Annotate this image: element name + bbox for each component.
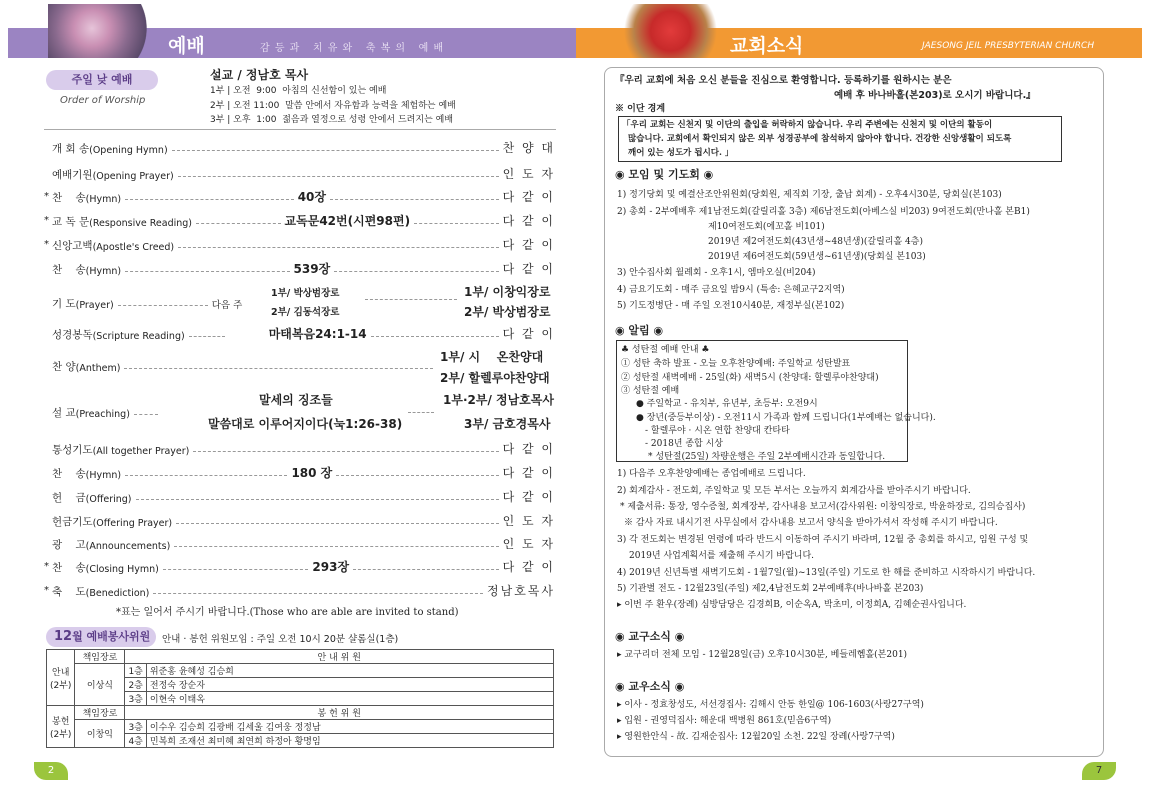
servants-table: 안내 (2부) 책임장로 안 내 위 원 이상식 1층 위준홍 윤혜성 김승희 2층 전정숙 장순자 3층 이현숙 이태옥 봉헌 (2부) 책임장로 봉 헌 위 원 이창익 3층 이수우 김승희 김광배 김세울 김여웅 정정남 4층 민복희 조재선 최미혜 최연희 하정아 황명임 xyxy=(46,649,554,748)
notice-item: ▸ 이번 주 환우(장례) 심방담당은 김경희B, 이순옥A, 박초미, 이정희A, 김혜순권사입니다. xyxy=(617,600,967,610)
order-who: 다 같 이 xyxy=(502,190,555,204)
welcome-line-2: 예배 후 바나바홀(본203)로 오시기 바랍니다.』 xyxy=(834,90,1036,101)
notice-item: * 제출서류: 통장, 영수증철, 회계장부, 감사내용 보고서(감사위원: 이창익장로, 박윤하장로, 김의승집사) xyxy=(620,502,1026,512)
order-detail: 293장 xyxy=(312,560,350,574)
order-english: (Hymn) xyxy=(85,470,122,481)
standing-note: *표는 일어서 주시기 바랍니다.(Those who are able are invited to stand) xyxy=(116,607,459,618)
anthem-r1: 1부/ 시 온찬양대 xyxy=(440,350,544,364)
order-label: 찬 송 xyxy=(52,562,86,574)
preaching-m1: 말세의 징조들 xyxy=(259,393,333,407)
christmas-item: ♣ 성탄절 예배 안내 ♣ xyxy=(621,345,710,355)
guide-row: 전정숙 장순자 xyxy=(146,678,553,692)
guide-header: 안 내 위 원 xyxy=(125,650,554,664)
order-label: 찬 송 xyxy=(52,192,86,204)
order-english: (Announcements) xyxy=(85,541,171,552)
order-english: (Responsive Reading) xyxy=(89,218,192,229)
order-label: 헌금기도 xyxy=(52,516,93,528)
order-who: 다 같 이 xyxy=(502,262,556,276)
order-who: 다 같 이 xyxy=(502,560,555,574)
stand-mark: * xyxy=(44,239,49,250)
meeting-item: 제10여전도회(에꼬홀 비101) xyxy=(708,222,825,232)
heresy-line-2: 많습니다. 교회에서 확인되지 않은 외부 성경공부에 참석하지 않아야 합니다. 건강한 신앙생활이 되도록 xyxy=(628,134,1012,144)
left-header-subtitle: 감 등 과 치 유 와 축 복 의 예 배 xyxy=(260,43,445,54)
parish-title: ◉ 교구소식 ◉ xyxy=(615,630,685,643)
stand-mark: * xyxy=(44,215,49,226)
prayer-english: (Prayer) xyxy=(75,300,114,311)
christmas-item: * 성탄절(25일) 차량운행은 주일 2부예배시간과 동일합니다. xyxy=(648,452,886,462)
elder-header-a: 책임장로 xyxy=(75,650,125,664)
meeting-item: 1) 정기당회 및 예결산조안위원회(당회원, 제직회 기장, 출납 회계) - 오후4시30분, 당회실(본103) xyxy=(617,190,1002,200)
meeting-item: 5) 기도정병단 - 매 주일 오전10시40분, 재정부실(본102) xyxy=(617,301,845,311)
order-row xyxy=(52,237,555,253)
heresy-line-1: 「우리 교회는 신천지 및 이단의 출입을 허락하지 않습니다. 우리 주변에는 신천지 및 이단의 활동이 xyxy=(622,120,993,130)
order-english: (Closing Hymn) xyxy=(85,564,159,575)
notice-item: 3) 각 전도회는 변경된 연령에 따라 반드시 이동하여 주시기 바라며, 12월 중 총회를 하시고, 임원 구성 및 xyxy=(617,535,1029,545)
preaching-r1: 1부·2부/ 정남호목사 xyxy=(443,393,554,407)
elder-header-b: 책임장로 xyxy=(75,706,125,720)
order-detail: 교독문42번(시편98편) xyxy=(284,214,411,228)
scripture-label: 성경봉독 xyxy=(52,329,93,341)
flower-image xyxy=(48,4,158,58)
scripture-who: 다 같 이 xyxy=(502,327,555,341)
offering-header: 봉 헌 위 원 xyxy=(125,706,554,720)
notice-item: 1) 다음주 오후찬양예배는 종업예배로 드립니다. xyxy=(617,469,806,479)
christmas-item: - 할렐루야 · 시온 연합 찬양대 칸타타 xyxy=(645,426,790,436)
order-who: 다 같 이 xyxy=(502,490,555,504)
stand-mark: * xyxy=(44,585,49,596)
heresy-line-3: 깨어 있는 성도가 됩시다. 」 xyxy=(628,148,734,158)
meeting-item: 3) 안수집사회 월례회 - 오후1시, 엠마오실(비204) xyxy=(617,268,816,278)
order-who: 다 같 이 xyxy=(502,238,555,252)
member-title: ◉ 교우소식 ◉ xyxy=(615,680,685,693)
meeting-title: ◉ 모임 및 기도회 ◉ xyxy=(615,168,714,181)
order-detail: 40장 xyxy=(297,190,326,204)
scripture-text: 마태복음24:1-14 xyxy=(268,327,367,341)
christmas-item: ① 성탄 축하 발표 - 오늘 오후찬양예배: 주일학교 성탄발표 xyxy=(621,359,851,369)
order-row xyxy=(52,261,555,277)
order-label: 신앙고백 xyxy=(52,240,93,252)
order-label: 예배기원 xyxy=(52,169,93,181)
welcome-line-1: 『우리 교회에 처음 오신 분들을 진심으로 환영합니다. 등록하기를 원하시는 분은 xyxy=(615,75,952,86)
order-label: 교 독 문 xyxy=(52,216,90,228)
worship-badge: 주일 낮 예배 xyxy=(46,70,158,90)
order-label: 찬 송 xyxy=(52,468,86,480)
order-english: (Offering) xyxy=(85,494,132,505)
order-detail: 539장 xyxy=(293,262,331,276)
prayer-p2: 2부/ 김동석장로 xyxy=(271,307,340,318)
preaching-r2: 3부/ 금호경목사 xyxy=(464,417,551,431)
offering-row: 민복희 조재선 최미혜 최연희 하정아 황명임 xyxy=(146,734,553,748)
meeting-item: 4) 금요기도회 - 매주 금요일 밤9시 (특송: 은혜교구2지역) xyxy=(617,285,845,295)
order-row xyxy=(52,465,555,481)
order-row xyxy=(52,166,555,182)
preaching-label: 설 교 xyxy=(52,407,76,419)
guide-elder: 이상식 xyxy=(75,664,125,706)
prayer-r2: 2부/ 박상범장로 xyxy=(464,305,551,319)
member-item: ▸ 이사 - 정효창성도, 서선경집사: 김해시 안동 한일@ 106-1603(사랑27구역) xyxy=(617,700,924,710)
sermon-title: 설교 / 정남호 목사 xyxy=(210,68,309,82)
order-row xyxy=(52,140,555,156)
offering-row: 이수우 김승희 김광배 김세울 김여웅 정정남 xyxy=(146,720,553,734)
christmas-item: ● 주일학교 - 유치부, 유년부, 초등부: 오전9시 xyxy=(636,399,818,409)
service-3: 3부 | 오후 1:00 젊음과 열정으로 성령 안에서 드려지는 예배 xyxy=(210,115,454,125)
order-english: (Hymn) xyxy=(85,266,122,277)
page-number-right: 7 xyxy=(1082,762,1116,780)
order-who: 인 도 자 xyxy=(502,537,555,551)
order-who: 인 도 자 xyxy=(502,514,555,528)
order-english: (Opening Prayer) xyxy=(92,171,174,182)
prayer-p1: 1부/ 박상범장로 xyxy=(271,288,340,299)
order-who: 다 같 이 xyxy=(502,442,555,456)
scripture-english: (Scripture Reading) xyxy=(92,331,185,342)
order-who: 다 같 이 xyxy=(502,214,556,228)
order-row xyxy=(52,583,555,599)
notice-item: 2) 회계감사 - 전도회, 주일학교 및 모든 부서는 오늘까지 회계감사를 받아주시기 바랍니다. xyxy=(617,486,971,496)
service-1: 1부 | 오전 9:00 아침의 신선함이 있는 예배 xyxy=(210,86,387,96)
offering-label: 봉헌 (2부) xyxy=(47,706,75,748)
order-label: 축 도 xyxy=(52,586,86,598)
offering-elder: 이창익 xyxy=(75,720,125,748)
order-detail: 180 장 xyxy=(291,466,333,480)
anthem-label: 찬 양 xyxy=(52,361,76,373)
anthem-r2: 2부/ 할렐루야찬양대 xyxy=(440,371,550,385)
anthem-english: (Anthem) xyxy=(75,363,121,374)
stand-mark: * xyxy=(44,191,49,202)
notice-title: ◉ 알림 ◉ xyxy=(615,324,664,337)
order-row xyxy=(52,213,555,229)
member-item: ▸ 입원 - 권영덕집사: 해운대 백병원 861호(믿음6구역) xyxy=(617,716,832,726)
order-who: 인 도 자 xyxy=(502,167,555,181)
guide-label: 안내 (2부) xyxy=(47,650,75,706)
guide-row: 위준홍 윤혜성 김승희 xyxy=(146,664,553,678)
servants-badge xyxy=(46,627,156,647)
order-row xyxy=(52,489,555,505)
divider-top xyxy=(44,129,556,130)
meeting-item: 2019년 제6여전도회(59년생~61년생)(당회실 본103) xyxy=(708,252,926,262)
order-english: (Benediction) xyxy=(85,588,150,599)
order-who: 정남호목사 xyxy=(487,584,555,598)
servants-desc: 안내 · 봉헌 위원모임 : 주일 오전 10시 20분 샬롬실(1층) xyxy=(162,634,399,645)
order-row xyxy=(52,559,555,575)
right-header-subtitle: JAESONG JEIL PRESBYTERIAN CHURCH xyxy=(922,41,1095,51)
order-english: (Hymn) xyxy=(85,194,122,205)
order-label: 통성기도 xyxy=(52,444,93,456)
notice-item: 2019년 사업계획서를 제출해 주시기 바랍니다. xyxy=(629,551,815,561)
service-2: 2부 | 오전 11:00 말씀 안에서 자유함과 능력을 체험하는 예배 xyxy=(210,101,456,111)
servants-title: 월 예배봉사위원 xyxy=(72,630,151,643)
order-who: 다 같 이 xyxy=(502,466,555,480)
order-label: 광 고 xyxy=(52,539,86,551)
order-row xyxy=(52,536,555,552)
stand-mark: * xyxy=(44,561,49,572)
notice-item: 5) 기관별 전도 - 12월23일(주일) 제2,4남전도회 2부예배후(바나바홀 본203) xyxy=(617,584,924,594)
order-row xyxy=(52,189,555,205)
order-label: 찬 송 xyxy=(52,264,86,276)
member-item: ▸ 영원한안식 - 故. 김재순집사: 12월20일 소천. 22일 장례(사랑7구역) xyxy=(617,732,895,742)
order-who: 찬 양 대 xyxy=(502,141,555,155)
guide-row: 이현숙 이태옥 xyxy=(146,692,553,706)
order-english: (Apostle's Creed) xyxy=(92,242,175,253)
meeting-item: 2) 총회 - 2부예배후 제1남전도회(갈릴리홀 3층) 제6남전도회(아베스실 비203) 9여전도회(만나홀 본B1) xyxy=(617,207,1030,217)
heresy-title: ※ 이단 경계 xyxy=(615,104,666,114)
preaching-m2: 말씀대로 이루어지이다(눅1:26-38) xyxy=(208,417,403,431)
order-of-worship: Order of Worship xyxy=(60,95,146,106)
prayer-next: 다음 주 xyxy=(211,300,243,311)
notice-item: 4) 2019년 신년특별 새벽기도회 - 1월7일(월)~13일(주일) 기도로 한 해를 준비하고 시작하시기 바랍니다. xyxy=(617,568,1036,578)
servants-month: 12 xyxy=(54,629,73,644)
christmas-item: ③ 성탄절 예배 xyxy=(621,386,680,396)
notice-item: ※ 감사 자료 내시기전 사무실에서 감사내용 보고서 양식을 받아가셔서 작성해 주시기 바랍니다. xyxy=(624,518,998,528)
parish-item: ▸ 교구리더 전체 모임 - 12월28일(금) 오후10시30분, 베들레헴홀(본201) xyxy=(617,650,908,660)
christmas-item: ● 장년(중등부이상) - 오전11시 가족과 함께 드립니다(1부예배는 없습니다). xyxy=(636,413,936,423)
christmas-item: - 2018년 종합 시상 xyxy=(645,439,723,449)
left-header-title: 예배 xyxy=(168,35,205,57)
prayer-label: 기 도 xyxy=(52,298,76,310)
order-label: 헌 금 xyxy=(52,492,86,504)
order-row xyxy=(52,513,555,529)
order-english: (All together Prayer) xyxy=(92,446,190,457)
order-english: (Offering Prayer) xyxy=(92,518,173,529)
preaching-english: (Preaching) xyxy=(75,409,130,420)
page-number-left: 2 xyxy=(34,762,68,780)
gift-image xyxy=(610,4,720,58)
right-header-title: 교회소식 xyxy=(730,35,804,57)
prayer-r1: 1부/ 이창익장로 xyxy=(464,285,551,299)
order-row xyxy=(52,441,555,457)
christmas-item: ② 성탄절 새벽예배 - 25일(화) 새벽5시 (찬양대: 할렐루야찬양대) xyxy=(621,373,879,383)
scripture-row xyxy=(52,326,555,342)
meeting-item: 2019년 제2여전도회(43년생~48년생)(갈릴리홀 4층) xyxy=(708,237,923,247)
order-label: 개 회 송 xyxy=(52,143,90,155)
order-english: (Opening Hymn) xyxy=(89,145,168,156)
